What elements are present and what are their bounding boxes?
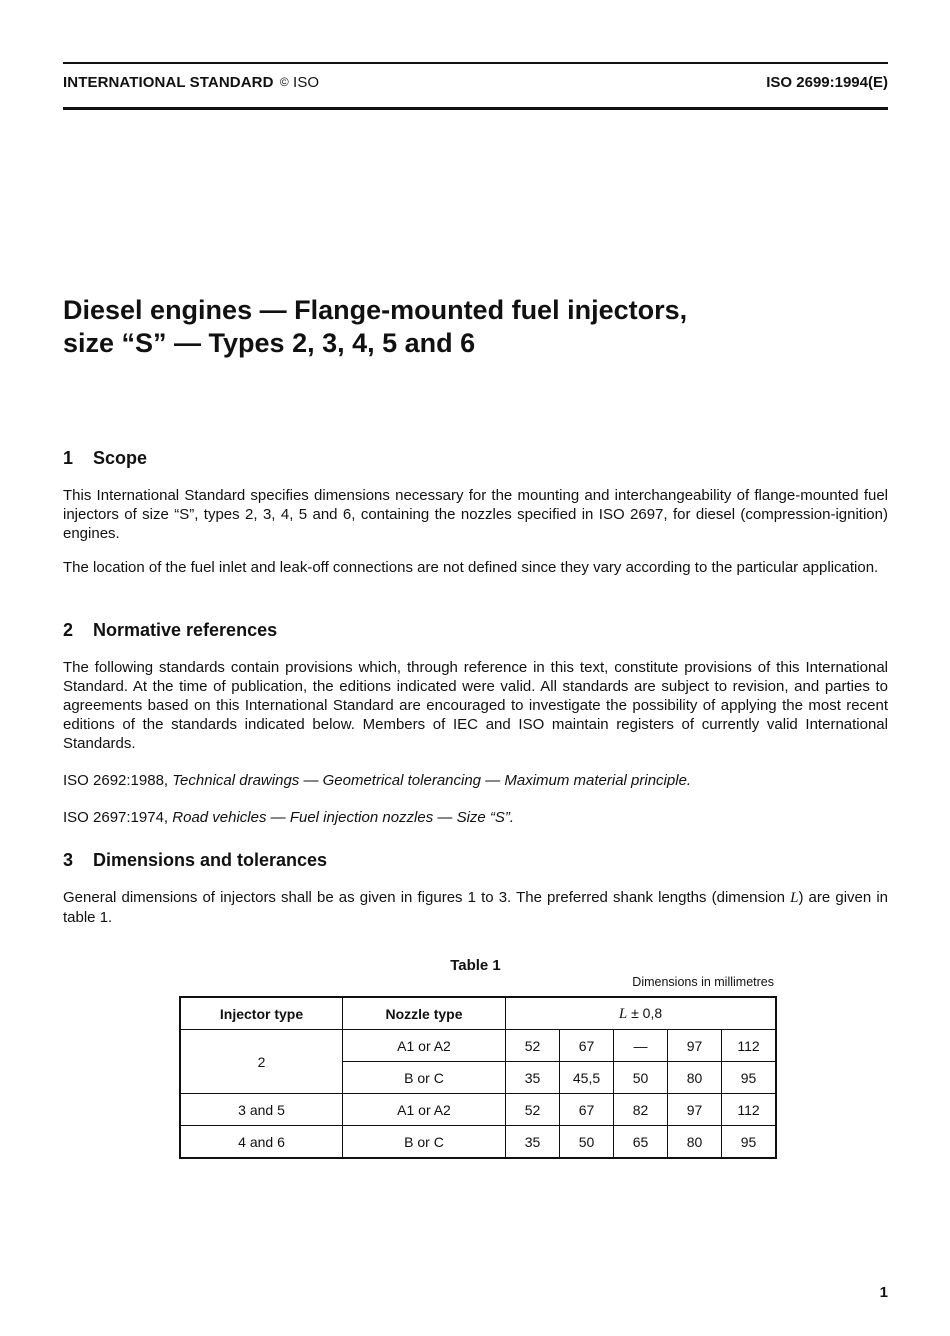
section-title: Normative references [93,620,278,640]
reference-iso-2697 [63,808,888,827]
table-row [180,1030,776,1062]
section-title: Scope [93,448,148,468]
table-units-note: Dimensions in millimetres [632,975,774,989]
section-number: 2 [63,620,74,640]
dimension-variable: L [790,890,799,906]
length-cell: 80 [668,1062,722,1094]
length-variable: L [618,1005,628,1022]
reference-code: ISO 2697:1974, [63,809,169,826]
length-cell: 112 [722,1094,777,1126]
length-cell: 35 [506,1062,560,1094]
length-cell: 95 [722,1062,777,1094]
length-cell: 95 [722,1126,777,1159]
nozzle-type-cell: A1 or A2 [343,1094,506,1126]
length-cell: 52 [506,1030,560,1062]
reference-title: Technical drawings — Geometrical tolerancing — Maximum material principle. [172,772,692,789]
copyright-org: ISO [293,74,320,91]
table-row [180,1094,776,1126]
injector-type-cell: 4 and 6 [180,1126,343,1159]
reference-code: ISO 2692:1988, [63,772,169,789]
title-line-1: Diesel engines — Flange-mounted fuel injectors, [63,295,688,325]
reference-title: Road vehicles — Fuel injection nozzles — Size “S”. [172,809,515,826]
length-tolerance: ± 0,8 [631,1004,663,1021]
section-number: 3 [63,850,74,870]
length-cell: 82 [614,1094,668,1126]
section-3-heading [63,850,327,871]
length-cell: 45,5 [560,1062,614,1094]
title-line-2: size “S” — Types 2, 3, 4, 5 and 6 [63,328,476,358]
length-cell: 50 [614,1062,668,1094]
section-number: 1 [63,448,74,468]
length-header [506,997,777,1030]
length-cell: 67 [560,1030,614,1062]
shank-length-table [179,996,777,1159]
nozzle-type-cell: B or C [343,1062,506,1094]
copyright-symbol: © [279,75,289,89]
running-header-right: ISO 2699:1994(E) [766,74,888,91]
dimensions-paragraph [63,888,888,927]
references-paragraph: The following standards contain provisions which, through reference in this text, constitute provisions of this International Standard. At the time of publication, the editions indicated were valid. All standards are subject to revision, and parties to agreements based on this International Standard are encouraged to investigate the possibility of applying the most recent editions of the standards indicated below. Members of IEC and ISO maintain registers of currently valid International Standards. [63,659,888,752]
scope-paragraph-1: This International Standard specifies dimensions necessary for the mounting and interchangeability of flange-mounted fuel injectors of size “S”, types 2, 3, 4, 5 and 6, containing the nozzles specified in ISO 2697, for diesel (compression-ignition) engines. [63,487,888,542]
copyright [280,74,319,91]
length-cell: 112 [722,1030,777,1062]
length-cell: 35 [506,1126,560,1159]
length-cell: 52 [506,1094,560,1126]
section-1-heading [63,448,147,469]
length-cell: 65 [614,1126,668,1159]
length-cell: — [614,1030,668,1062]
header-bottom-rule [63,107,888,110]
page-number: 1 [879,1284,888,1301]
table-row [180,1126,776,1159]
injector-type-header: Injector type [180,997,343,1030]
scope-paragraph-2: The location of the fuel inlet and leak-off connections are not defined since they vary according to the particular application. [63,559,879,576]
table-header-row [180,997,776,1030]
dimensions-text-end: ) are given in table 1. [63,889,888,926]
nozzle-type-cell: A1 or A2 [343,1030,506,1062]
length-cell: 50 [560,1126,614,1159]
length-cell: 80 [668,1126,722,1159]
header-top-rule [63,62,888,64]
injector-type-cell: 3 and 5 [180,1094,343,1126]
table-caption: Table 1 [450,957,501,974]
dimensions-text-start: General dimensions of injectors shall be as given in figures 1 to 3. The preferred shank lengths (dimension [63,889,791,906]
injector-type-cell: 2 [180,1030,343,1094]
nozzle-type-cell: B or C [343,1126,506,1159]
nozzle-type-header: Nozzle type [343,997,506,1030]
reference-iso-2692 [63,771,888,790]
length-cell: 97 [668,1094,722,1126]
running-header-left [63,74,319,91]
length-cell: 97 [668,1030,722,1062]
standard-label: INTERNATIONAL STANDARD [63,74,274,91]
length-cell: 67 [560,1094,614,1126]
document-title [63,294,687,360]
section-title: Dimensions and tolerances [93,850,328,870]
section-2-heading [63,620,277,641]
